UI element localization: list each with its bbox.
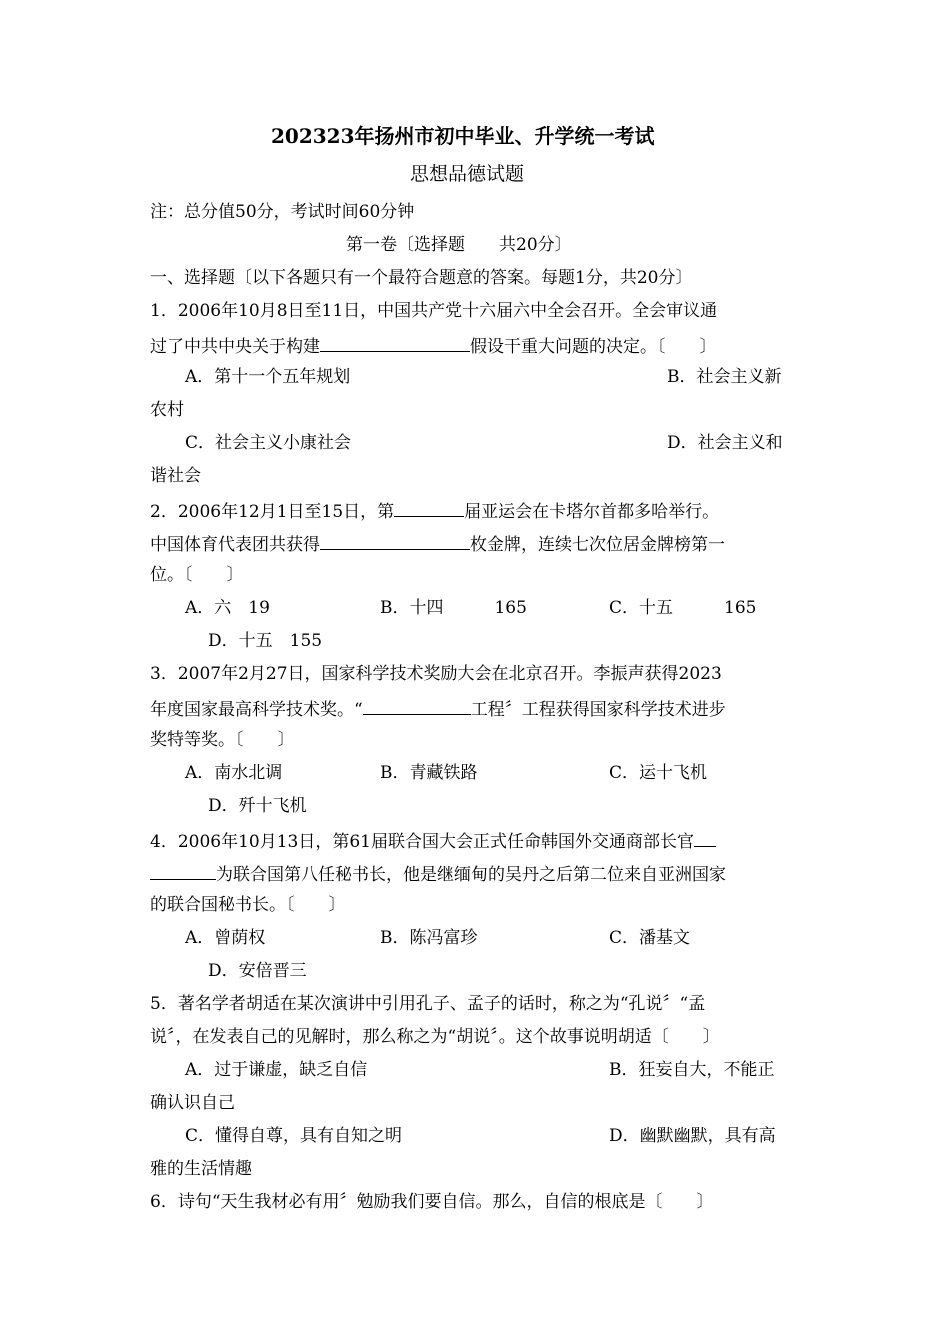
q3-line2: [150, 696, 726, 721]
q4-option-b: B．陈冯富珍: [380, 928, 478, 948]
q1-option-d: D．社会主义和: [667, 433, 783, 453]
q1-option-d-wrap: 谐社会: [150, 466, 201, 486]
q3-line3: 奖特等奖。〔 〕: [150, 730, 295, 750]
q4-option-d: D．安倍晋三: [208, 961, 307, 981]
exam-subtitle: 思想品德试题: [410, 163, 525, 185]
q3-line2-end: 工程〞工程获得国家科学技术进步: [470, 700, 726, 720]
q3-option-c: C．运十飞机: [609, 763, 708, 783]
q4-blank-part2: [150, 861, 216, 880]
q1-option-a: A．第十一个五年规划: [185, 367, 351, 387]
q4-line1: [150, 828, 716, 853]
q2-line1: [150, 498, 719, 523]
q1-option-c: C．社会主义小康社会: [185, 433, 352, 453]
q4-option-a: A．曾荫权: [185, 928, 266, 948]
q3-option-a: A．南水北调: [185, 763, 283, 783]
q2-line2-start: 中国体育代表团共获得: [150, 535, 320, 555]
q5-option-b: B．狂妄自大，不能正: [609, 1060, 775, 1080]
q2-line1-start: 2．2006年12月1日至15日，第: [150, 502, 395, 522]
q1-line2-end: 假设干重大问题的决定。〔 〕: [470, 337, 717, 357]
q2-option-d: D．十五 155: [208, 631, 323, 651]
q1-option-b-wrap: 农村: [150, 400, 184, 420]
q4-blank-part1: [694, 828, 716, 847]
exam-title: 202323年扬州市初中毕业、升学统一考试: [271, 124, 655, 148]
q5-option-a: A．过于谦虚，缺乏自信: [185, 1060, 368, 1080]
q4-option-c: C．潘基文: [609, 928, 691, 948]
q5-line1: 5．著名学者胡适在某次演讲中引用孔子、孟子的话时，称之为“孔说〞“孟: [150, 994, 706, 1014]
exam-note: 注：总分值50分，考试时间60分钟: [150, 202, 415, 222]
q1-blank: [320, 333, 470, 352]
q2-line2-end: 枚金牌，连续七次位居金牌榜第一: [470, 535, 725, 555]
q5-line2: 说〞，在发表自己的见解时，那么称之为“胡说〞。这个故事说明胡适〔 〕: [150, 1027, 720, 1047]
q1-line2-start: 过了中共中央关于构建: [150, 337, 320, 357]
q2-line1-end: 届亚运会在卡塔尔首都多哈举行。: [464, 502, 720, 522]
q3-line2-start: 年度国家最高科学技术奖。“: [150, 700, 363, 720]
q3-blank: [363, 696, 471, 715]
q3-option-b: B．青藏铁路: [380, 763, 478, 783]
q3-line1: 3．2007年2月27日，国家科学技术奖励大会在北京召开。李振声获得2023: [150, 664, 722, 684]
q5-option-d: D．幽默幽默，具有高: [609, 1126, 776, 1146]
q6-line1: 6．诗句“天生我材必有用〞勉励我们要自信。那么，自信的根底是〔 〕: [150, 1192, 714, 1212]
q1-line1: 1．2006年10月8日至11日，中国共产党十六届六中全会召开。全会审议通: [150, 301, 718, 321]
part-heading: 第一卷〔选择题 共20分〕: [346, 235, 572, 255]
section-heading: 一、选择题〔以下各题只有一个最符合题意的答案。每题1分，共20分〕: [150, 268, 693, 288]
q2-line2: [150, 531, 725, 556]
q4-line3: 的联合国秘书长。〔 〕: [150, 895, 346, 915]
q2-blank-2: [320, 531, 470, 550]
q4-line1-text: 4．2006年10月13日，第61届联合国大会正式任命韩国外交通商部长官: [150, 832, 694, 852]
q2-option-b: B．十四 165: [380, 598, 527, 618]
q2-option-a: A．六 19: [185, 598, 270, 618]
q2-option-c: C．十五 165: [609, 598, 757, 618]
q2-line3: 位。〔 〕: [150, 565, 244, 585]
q4-line2: [150, 861, 726, 886]
q1-option-b: B．社会主义新: [667, 367, 782, 387]
q5-option-d-wrap: 雅的生活情趣: [150, 1159, 252, 1179]
q4-line2-text: 为联合国第八任秘书长，他是继缅甸的吴丹之后第二位来自亚洲国家: [216, 865, 726, 885]
q3-option-d: D．歼十飞机: [208, 796, 307, 816]
q1-line2: [150, 333, 717, 358]
q5-option-c: C．懂得自尊，具有自知之明: [185, 1126, 403, 1146]
q2-blank-1: [394, 498, 464, 517]
q5-option-b-wrap: 确认识自己: [150, 1093, 235, 1113]
